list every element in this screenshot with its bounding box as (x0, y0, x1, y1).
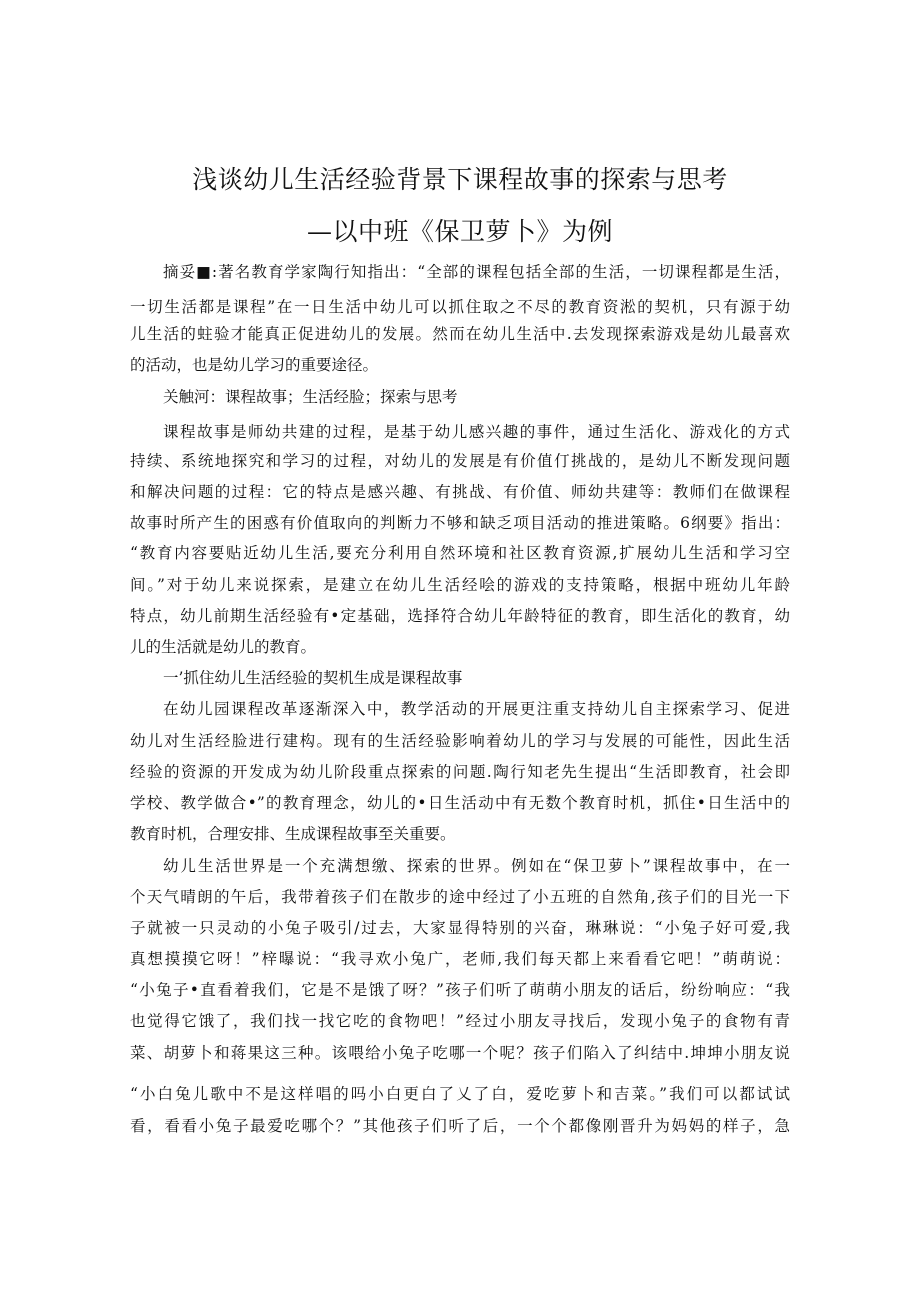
document-subtitle: —以中班《保卫萝卜》为例 (306, 217, 613, 246)
paragraph-line: 在幼儿园课程改革逐渐深入中，教学活动的开展更注重支持幼儿自主探索学习、促进 (163, 700, 790, 718)
paragraph-line: 看，看看小兔子最爱吃哪个？”其他孩子们听了后，一个个都像刚晋升为妈妈的样子，急 (130, 1117, 790, 1135)
paragraph-line: “教育内容要贴近幼儿生活,要充分利用自然环境和社区教育资源,扩展幼儿生活和学习空 (130, 544, 790, 562)
paragraph-line: 故事时所产生的困惑有价值取向的判断力不够和缺乏项目活动的推进策略。6纲要》指出： (130, 514, 790, 532)
paragraph-line: 菜、胡萝卜和蒋果这三种。该喂给小兔子吃哪一个呢？孩子们陷入了纠结中.坤坤小朋友说 (130, 1044, 790, 1062)
paragraph-line: 经验的资源的开发成为幼儿阶段重点探索的问题.陶行知老先生提出“生活即教育，社会即 (130, 763, 790, 781)
paragraph-line: 和解决问题的过程：它的特点是感兴趣、有挑战、有价值、师幼共建等：教师们在做课程 (130, 483, 790, 501)
paragraph-line: 学校、教学做合•”的教育理念，幼儿的•日生活动中有无数个教育时机，抓住•日生活中的 (130, 794, 790, 812)
paragraph-line: 教育时机，合理安排、生成课程故事至关重要。 (130, 825, 456, 843)
section-heading: 一’抓住幼儿生活经验的契机生成是课程故事 (163, 669, 463, 687)
abstract-line: 儿生活的蛀验才能真正促进幼儿的发展。然而在幼儿生活中.去发现探索游戏是幼儿最喜欢 (130, 325, 790, 343)
paragraph-line: 个天气晴朗的午后，我带着孩子们在散步的途中经过了小五班的自然角,孩子们的目光一下 (130, 888, 790, 906)
paragraph-line: 特点，幼儿前期生活经验有•定基础，选择符合幼儿年龄特征的教育，即生活化的教育，幼 (130, 607, 790, 625)
paragraph-line: “小兔子•直看着我们，它是不是饿了呀？”孩子们听了萌萌小朋友的话后，纷纷响应：“我 (130, 981, 790, 999)
paragraph-line: 真想摸摸它呀！”梓曝说：“我寻欢小兔广，老师,我们每天都上来看看它吧！”萌萌说： (130, 950, 790, 968)
paragraph-line: 间。”对于幼儿来说探索，是建立在幼儿生活经哙的游戏的支持策略，根据中班幼儿年龄 (130, 576, 790, 594)
paragraph-line: 子就被一只灵动的小兔子吸引/过去，大家显得特别的兴奋，琳琳说：“小兔子好可爱,我 (130, 919, 790, 937)
document-title: 浅谈幼儿生活经验背景下课程故事的探索与思考 (192, 165, 728, 194)
abstract-line: 的活动，也是幼儿学习的重要途径。 (130, 356, 379, 374)
paragraph-line: 幼儿对生活经脸进行建构。现有的生活经验影响着幼儿的学习与发展的可能性，因此生活 (130, 732, 790, 750)
paragraph-line: 儿的生活就是幼儿的教育。 (130, 638, 317, 656)
paragraph-line: 持续、系统地探究和学习的过程，对幼儿的发展是有价值仃挑战的，是幼儿不断发现问题 (130, 452, 790, 470)
paragraph-line: “小白兔儿歌中不是这样唱的吗小白更白了乂了白，爱吃萝卜和吉菜。”我们可以都试试 (130, 1085, 790, 1103)
keywords-line: 关触河：课程故事；生活经脸；探索与思考 (163, 388, 458, 406)
paragraph-line: 也觉得它饿了，我们找一找它吃的食物吧！”经过小朋友寻找后，发现小兔子的食物有青 (130, 1012, 790, 1030)
abstract-line: 摘妥■:著名教育学家陶行知指出：“全部的课程包括全部的生活，一切课程都是生活， (163, 263, 790, 281)
paragraph-line: 幼儿生活世界是一个充满想缴、探索的世界。例如在“保卫萝卜”课程故事中，在一 (163, 857, 790, 875)
abstract-line: 一切生活都是课程”在一日生活中幼儿可以抓住取之不尽的教育资淞的契机，只有源于幼 (130, 298, 790, 316)
paragraph-line: 课程故事是师幼共建的过程，是基于幼儿感兴趣的事件，通过生活化、游戏化的方式 (163, 423, 790, 441)
